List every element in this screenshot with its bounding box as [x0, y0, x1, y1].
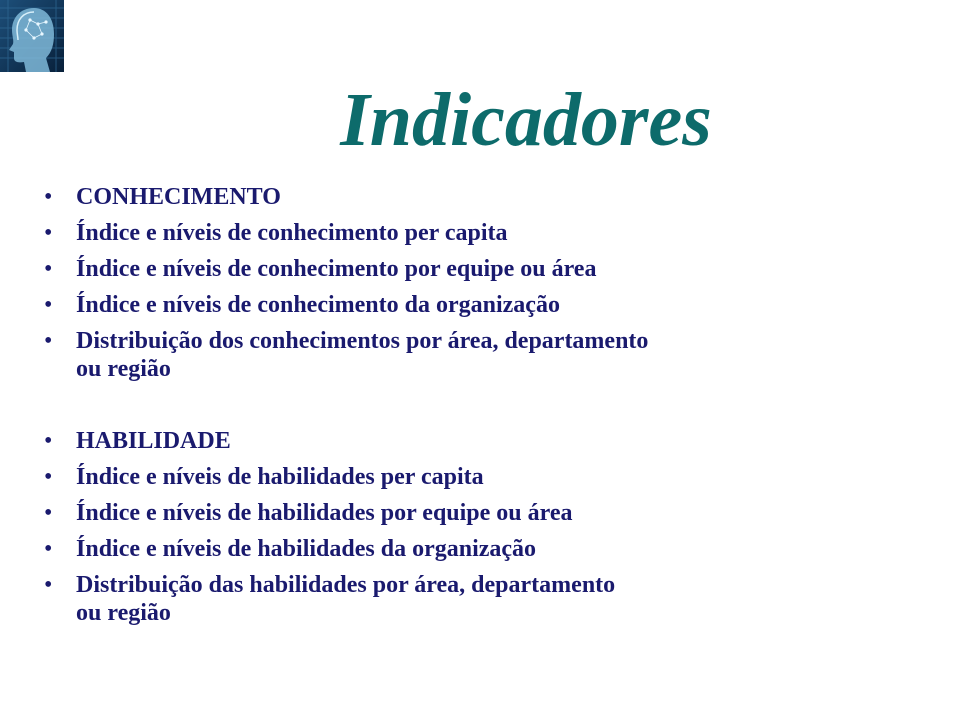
- list-item-text: Índice e níveis de habilidades por equipe ou área: [76, 500, 573, 526]
- bullet-marker: •: [44, 464, 53, 490]
- list-item: [44, 183, 924, 211]
- list-item-text: CONHECIMENTO: [76, 184, 281, 210]
- bullet-marker: •: [44, 536, 53, 562]
- list-item-text: Índice e níveis de conhecimento da organização: [76, 292, 560, 318]
- list-item-text: Índice e níveis de habilidades da organização: [76, 536, 537, 562]
- bullet-marker: •: [44, 428, 53, 454]
- bullet-marker: •: [44, 328, 53, 354]
- list-item: [44, 427, 924, 455]
- list-item-text: Índice e níveis de conhecimento per capita: [76, 220, 508, 246]
- list-item: [44, 499, 924, 527]
- list-item: [44, 463, 924, 491]
- bullet-marker: •: [44, 292, 53, 318]
- list-item: [44, 255, 924, 283]
- list-item: [44, 291, 924, 319]
- list-item: [44, 571, 924, 627]
- bullet-marker: •: [44, 500, 53, 526]
- list-item: [44, 327, 924, 383]
- bullet-marker: •: [44, 572, 53, 598]
- list-item: [44, 535, 924, 563]
- list-item: [44, 219, 924, 247]
- list-item-text: HABILIDADE: [76, 428, 231, 454]
- list-item-text: Distribuição dos conhecimentos por área, departamento ou região: [76, 328, 649, 382]
- bullet-marker: •: [44, 220, 53, 246]
- list-item-text: Distribuição das habilidades por área, departamento ou região: [76, 572, 616, 626]
- digital-head-icon: [0, 0, 64, 72]
- bullet-marker: •: [44, 184, 53, 210]
- bullet-list: [44, 183, 924, 635]
- slide-title: Indicadores: [340, 78, 712, 162]
- list-item-text: Índice e níveis de conhecimento por equipe ou área: [76, 256, 597, 282]
- bullet-marker: •: [44, 256, 53, 282]
- list-item-text: Índice e níveis de habilidades per capita: [76, 464, 484, 490]
